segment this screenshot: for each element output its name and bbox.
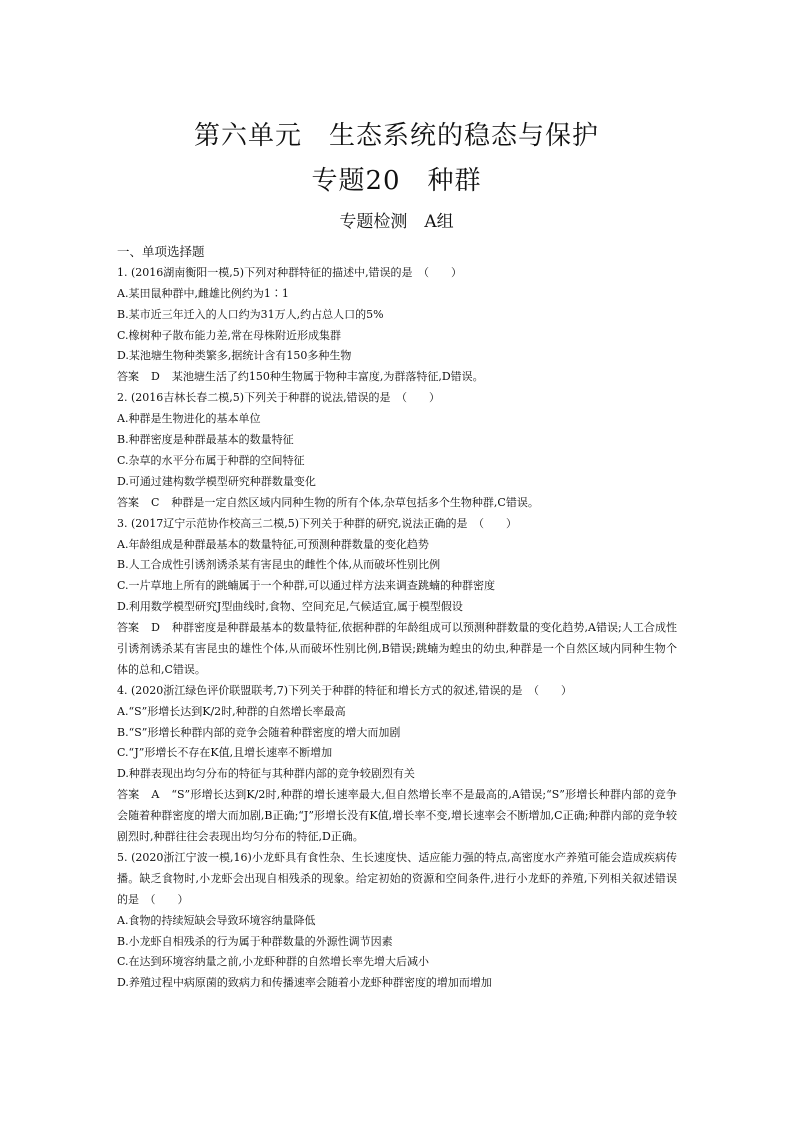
question-1-option-c: C.橡树种子散布能力差,常在母株附近形成集群 bbox=[117, 328, 342, 342]
answer-letter: D bbox=[151, 370, 160, 384]
topic-title: 专题20 种群 bbox=[311, 166, 482, 196]
question-2-answer bbox=[117, 493, 677, 514]
answer-explanation: 种群密度是种群最基本的数量特征,依据种群的年龄组成可以预测种群数量的变化趋势,A错误;人工合成性引诱剂诱杀某有害昆虫的雄性个体,从而破坏性别比例,B错误;跳蝻为蝗虫的幼虫,种群是一个自然区域内同种生物个体的总和,C错误。 bbox=[117, 621, 678, 676]
question-2-option-b: B.种群密度是种群最基本的数量特征 bbox=[117, 433, 294, 447]
question-2-option-a: A.种群是生物进化的基本单位 bbox=[117, 412, 261, 426]
question-5-option-a: A.食物的持续短缺会导致环境容纳量降低 bbox=[117, 913, 316, 927]
question-3-stem: 3. (2017辽宁示范协作校高三二模,5)下列关于种群的研究,说法正确的是 （ ） bbox=[117, 516, 518, 530]
question-5-option-b: B.小龙虾自相残杀的行为属于种群数量的外源性调节因素 bbox=[117, 934, 393, 948]
unit-title: 第六单元 生态系统的稳态与保护 bbox=[193, 121, 599, 151]
question-5-option-c: C.在达到环境容纳量之前,小龙虾种群的自然增长率先增大后减小 bbox=[117, 955, 430, 969]
test-title: 专题检测 A组 bbox=[339, 212, 454, 232]
section-title: 一、单项选择题 bbox=[117, 244, 205, 259]
question-3-option-a: A.年龄组成是种群最基本的数量特征,可预测种群数量的变化趋势 bbox=[117, 537, 429, 551]
question-content bbox=[117, 242, 677, 994]
question-3-option-b: B.人工合成性引诱剂诱杀某有害昆虫的雌性个体,从而破坏性别比例 bbox=[117, 558, 441, 572]
question-3-option-d: D.利用数学模型研究J型曲线时,食物、空间充足,气候适宜,属于模型假设 bbox=[117, 600, 463, 614]
answer-letter: A bbox=[151, 788, 160, 802]
question-2-option-d: D.可通过建构数学模型研究种群数量变化 bbox=[117, 474, 316, 488]
question-1-option-d: D.某池塘生物种类繁多,据统计含有150多种生物 bbox=[117, 349, 352, 363]
answer-label: 答案 bbox=[117, 621, 140, 635]
question-4-stem: 4. (2020浙江绿色评价联盟联考,7)下列关于种群的特征和增长方式的叙述,错误的是 （ ） bbox=[117, 683, 573, 697]
question-4-option-a: A.“S”形增长达到K/2时,种群的自然增长率最高 bbox=[117, 704, 346, 718]
answer-explanation: 种群是一定自然区域内同种生物的所有个体,杂草包括多个生物种群,C错误。 bbox=[171, 495, 539, 509]
question-1-stem: 1. (2016湖南衡阳一模,5)下列对种群特征的描述中,错误的是 （ ） bbox=[117, 265, 463, 279]
question-1-option-a: A.某田鼠种群中,雌雄比例约为1∶1 bbox=[117, 286, 289, 300]
answer-explanation: “S”形增长达到K/2时,种群的增长速率最大,但自然增长率不是最高的,A错误;“S”形增长种群内部的竞争会随着种群密度的增大而加剧,B正确;“J”形增长没有K值,增长率不变,增长速率会不断增加,C正确;种群内部的竞争较剧烈时,种群往往会表现出均匀分布的特征,D正确。 bbox=[117, 788, 678, 844]
question-5-option-d: D.养殖过程中病原菌的致病力和传播速率会随着小龙虾种群密度的增加而增加 bbox=[117, 976, 492, 990]
answer-label: 答案 bbox=[117, 370, 139, 384]
question-4-option-d: D.种群表现出均匀分布的特征与其种群内部的竞争较剧烈有关 bbox=[117, 767, 415, 781]
question-2-option-c: C.杂草的水平分布属于种群的空间特征 bbox=[117, 453, 305, 467]
question-3-option-c: C.一片草地上所有的跳蝻属于一个种群,可以通过样方法来调查跳蝻的种群密度 bbox=[117, 579, 496, 593]
answer-label: 答案 bbox=[117, 495, 139, 509]
answer-explanation: 某池塘生活了约150种生物属于物种丰富度,为群落特征,D错误。 bbox=[171, 370, 484, 384]
question-5-stem: 5. (2020浙江宁波一模,16)小龙虾具有食性杂、生长速度快、适应能力强的特点,高密度水产养殖可能会造成疾病传播。缺乏食物时,小龙虾会出现自相残杀的现象。给定初始的资源和空间条件,进行小龙虾的养殖,下列相关叙述错误的是 （ ） bbox=[117, 850, 677, 906]
question-4-answer bbox=[117, 785, 677, 848]
question-1-option-b: B.某市近三年迁入的人口约为31万人,约占总人口的5% bbox=[117, 307, 384, 321]
question-2-stem: 2. (2016吉林长春二模,5)下列关于种群的说法,错误的是 （ ） bbox=[117, 391, 441, 405]
answer-letter: C bbox=[151, 495, 160, 509]
answer-letter: D bbox=[151, 621, 160, 635]
answer-label: 答案 bbox=[117, 788, 140, 802]
question-1-answer bbox=[117, 367, 677, 388]
question-4-option-c: C.“J”形增长不存在K值,且增长速率不断增加 bbox=[117, 746, 333, 760]
question-4-option-b: B.“S”形增长种群内部的竞争会随着种群密度的增大而加剧 bbox=[117, 725, 401, 739]
question-3-answer bbox=[117, 618, 677, 681]
